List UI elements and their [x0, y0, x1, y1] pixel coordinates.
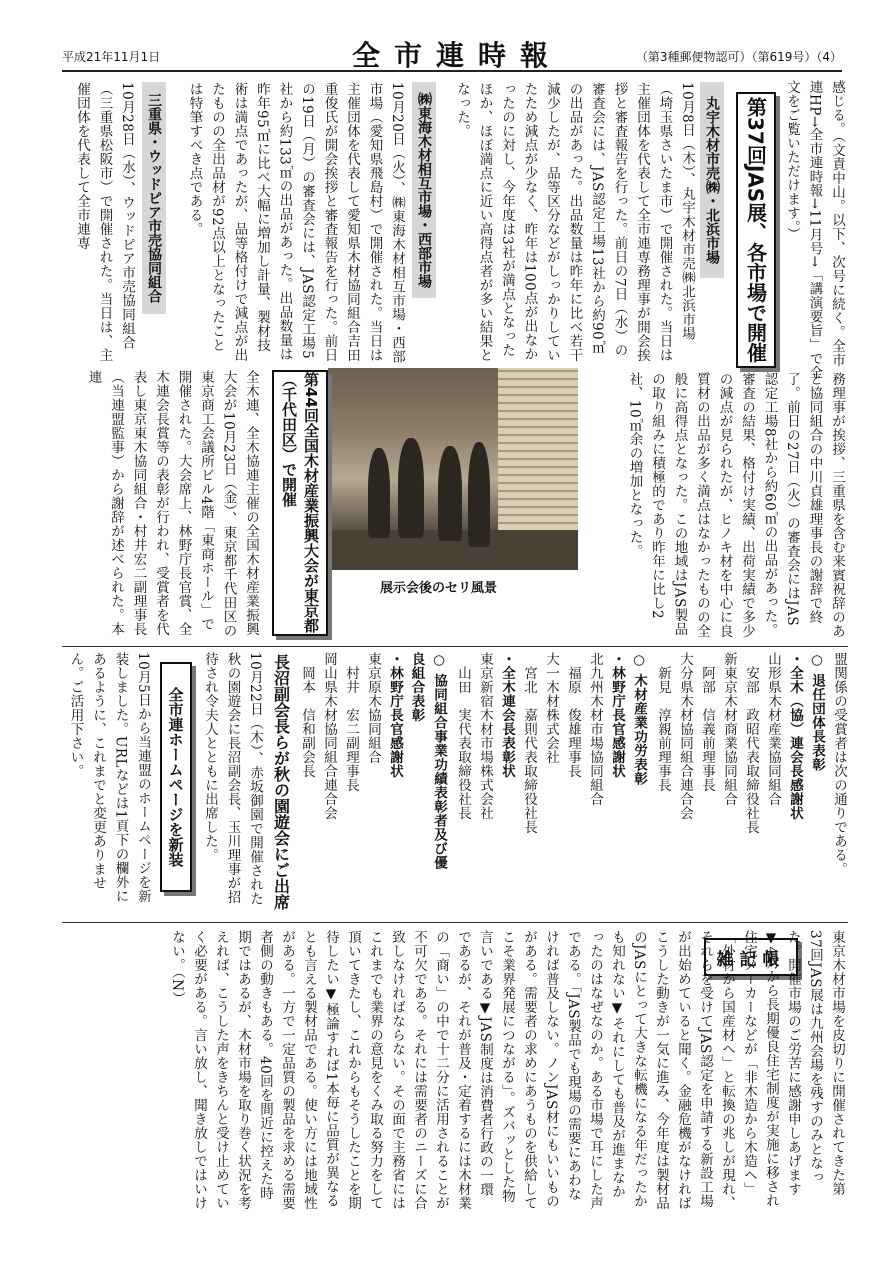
awards-cat3: ○ 協同組合事業功績表彰者及び優良組合表彰	[408, 652, 447, 870]
awards-cat3a-item: 岡山県木材協同組合連合会	[321, 652, 337, 820]
awards-cat2b-item: 山田 実代表取締役社長	[455, 652, 471, 820]
awards-cat1a-item: 山形県木材産業協同組合	[765, 652, 781, 806]
awards-cat2a: ・林野庁長官感謝状	[609, 652, 625, 778]
awards-cat1: ○ 退任団体長表彰	[809, 652, 825, 772]
lead-text: 感じる。（文責中山。以下、次号に続く。全市連HP→全市連時報→11月号→「講演要旨」で全文をご覧いただけます。）	[784, 80, 845, 380]
photo-caption: 展示会後のセリ風景	[380, 581, 498, 596]
jas-sub-tokai: ㈱東海木材相互市場・西部市場	[412, 82, 436, 298]
jas-body-continued: 務理事が挨拶、三重県を含む来賓祝辞のあと協同組合の中川貞雄理事長の謝辞で終了。前日の27日（火）の審査会にはJAS認定工場8社から約60㎥の出品があった。審査の結果、格付け実績、出荷実績で多少の減点が見られたが、ヒノキ材を中心に良質材の出品が多く満点はなかったものの全般に高得点となった。この地域はJAS製品の取り組みに積極的であり昨年に比し2社、10㎥余の増加となった。	[626, 372, 845, 638]
person-figure	[398, 438, 424, 538]
jas-headline: 第37回JAS展、各市場で開催	[736, 92, 776, 368]
awards-cat3a-item: 村井 宏二副理事長	[343, 652, 359, 792]
person-figure	[468, 442, 490, 547]
issue-date: 平成21年11月1日	[62, 50, 161, 64]
awards-cat2: ○ 木材産業功労表彰	[631, 652, 647, 786]
jas-body-kitahama: 10月8日（木）、丸宇木材市売㈱北浜市場（埼玉県さいたま市）で開催された。当日は主催団体を代表して全市連専務理事が開会挨拶と審査報告を行った。前日の7日（水）の審査会には、JAS認定工場13社から約90㎥の出品があった。出品数量は昨年に比べ若干減少したが、品等区分などがしっかりしていたため減点が少なく、昨年は100点が出なかったのに対し、今年度は3社が満点となったほか、ほぼ満点に近い高得点者が多い結果となった。	[454, 82, 695, 362]
zakki-headline: 雑記帳	[704, 938, 798, 976]
awards-cat2a-item: 北九州木材市場協同組合	[587, 652, 603, 806]
jas-sub-kitahama: 丸宇木材市売㈱・北浜市場	[700, 82, 724, 278]
awards-cat1a-item: 安部 政昭代表取締役社長	[743, 652, 759, 834]
newspaper-title: 全市連時報	[352, 39, 563, 72]
awards-cat3a: ・林野庁長官感謝状	[387, 652, 403, 778]
auction-photo	[328, 368, 578, 570]
awards-intro: 盟関係の受賞者は次の通りである。	[831, 652, 847, 876]
jas-sub-woodpia: 三重県・ウッドピア市売協同組合	[142, 82, 166, 314]
awards-cat2b-item: 東京新宿木材市場株式会社	[477, 652, 493, 820]
awards-cat2b: ・全木連会長表彰状	[499, 652, 515, 778]
garden-body: 10月22日（木）、赤坂御園で開催された秋の園遊会に長沼副会長、玉川理事が招待され令夫人とともに出席した。	[202, 652, 263, 906]
taikai-body: 全木連、全木協連主催の全国木材産業振興大会が10月23日（金）、東京都千代田区の東京商工会議所ビル4階「東商ホール」で開催された。大会席上、林野庁長官賞、全木連会長賞等の表彰が行われ、受賞者を代表し東京東木協同組合・村井宏二副理事長（当連盟監事）から謝辞が述べられた。本連	[85, 370, 259, 638]
jas-body-tokai: 10月20日（火）、㈱東海木材相互市場・西部市場（愛知県飛島村）で開催された。当日は主催団体を代表して愛知県木材協同組合吉田重俊氏が開会挨拶と審査報告を行った。前日の19日（月）の審査会には、JAS認定工場5社から約133㎥の出品があった。出品数量は昨年95㎥に比べ大幅に増加し計量、製材技術は満点であったが、品等格付けで減点が出たものの全出品材が92点以上となったことは特筆すべき点である。	[186, 82, 405, 364]
issue-number: （第3種郵便物認可）（第619号）（4）	[635, 50, 842, 64]
masthead	[62, 40, 842, 72]
taikai-headline: 第44回全国木材産業振興大会が東京都（千代田区）で開催	[272, 370, 328, 636]
homepage-body: 10月5日から当連盟のホームページを新装しました。URLなどは1頁下の欄外にあるように、これまでと変更ありません。ご活用下さい。	[67, 652, 151, 904]
awards-cat1a-item: 阿部 信義前理事長	[699, 652, 715, 792]
section-divider	[62, 922, 848, 923]
awards-cat3a-item: 東京原木協同組合	[365, 652, 381, 764]
awards-cat2a-item: 福原 俊雄理事長	[565, 652, 581, 778]
awards-cat1a-item: 大分県木材協同組合連合会	[677, 652, 693, 820]
awards-cat1a-item: 新見 淳親前理事長	[655, 652, 671, 792]
zakki-body: 東京木材市場を皮切りに開催されてきた第37回JAS展は九州会場を残すのみとなった。開催市場のご労苦に感謝申しあげます▼4月から長期優良住宅制度が実施に移され住宅メーカーなどが「非木造から木造へ」「外材から国産材へ」と転換の兆しが現れ、それらを受けてJAS認定を申請する新設工場が出始めていると聞く。金融危機がなければこうした動きが一気に進み、今年度は製材品のJASにとって大きな転機になる年だったかも知れない▼それにしても普及が進まなかったのはなぜなのか。ある市場で耳にした声である。「JAS製品でも現場の需要にあわなければ普及しない。ノンJAS材にもいいものがある。需要者の求めにあうものを供給してこそ業界発展につながる」。ズバッとした物言いである▼JAS制度は消費者行政の一環であるが、それが普及・定着するには木材業の「商い」の中で十二分に活用されることが不可欠である。それには需要者のニーズに合致しなければならない。その面で主務省にはこれまでも業界の意見をくみ取る努力をして頂いてきたし、これからもそうしたことを期待したい▼極論すれば1本毎に品質が異なるとも言える製材品である。使い方には地域性がある。一方で一定品質の製品を求める需要者側の動きもある。40回を間近に控えた時期ではあるが、木材市場を取り巻く状況を考えれば、こうした声をきちんと受け止めていく必要がある。言い放し、聞き放しではいけない。（N）	[169, 930, 845, 1210]
person-figure	[368, 448, 390, 538]
awards-cat1a-item: 新東京木材商業協同組合	[721, 652, 737, 806]
awards-cat3a-item: 岡本 信和副会長	[299, 652, 315, 778]
awards-cat2a-item: 大一木材株式会社	[543, 652, 559, 764]
garden-headline: 長沼副会長らが秋の園遊会にご出席	[271, 654, 291, 910]
section-divider	[62, 646, 848, 647]
awards-cat1a: ・全木（協）連会長感謝状	[787, 652, 803, 820]
person-figure	[438, 446, 462, 541]
homepage-headline: 全市連ホームページを新装	[160, 662, 192, 892]
jas-body-woodpia: 10月28日（水）、ウッドピア市売協同組合（三重県松阪市）で開催された。当日は、主催団体を代表して全市連専	[74, 82, 135, 362]
awards-cat2a-item: 宮北 嘉則代表取締役社長	[521, 652, 537, 834]
